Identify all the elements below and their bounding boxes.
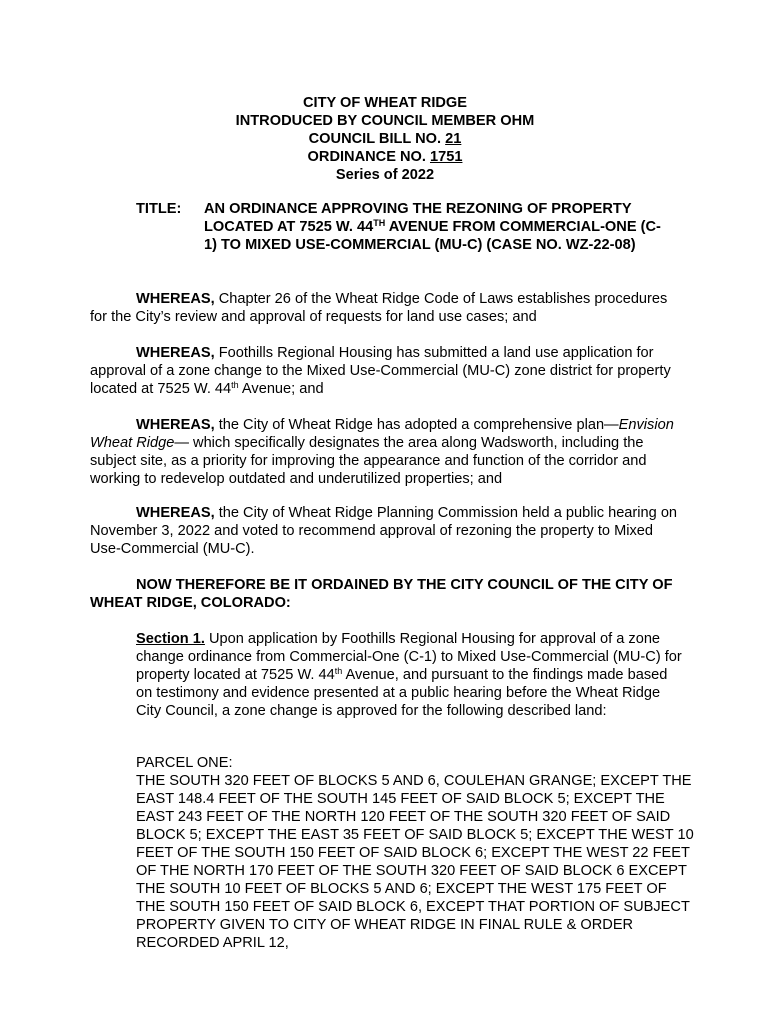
plan-name: Envision Wheat Ridge [90,417,674,451]
document-header [0,94,770,184]
ordinance-prefix: ORDINANCE NO. [307,149,430,165]
ordained-text: NOW THEREFORE BE IT ORDAINED BY THE CITY COUNCIL OF THE CITY OF WHEAT RIDGE, COLORADO: [90,577,673,611]
section-1 [136,630,686,720]
whereas-text: the City of Wheat Ridge has adopted a comprehensive plan— [214,417,619,433]
parcel-legal-text: THE SOUTH 320 FEET OF BLOCKS 5 AND 6, COULEHAN GRANGE; EXCEPT THE EAST 148.4 FEET OF THE SOUTH 145 FEET OF SAID BLOCK 5; EXCEPT THE EAST 243 FEET OF THE NORTH 120 FEET OF THE SOUTH 320 FEET OF SAID BLOCK 5; EXCEPT THE EAST 35 FEET OF SAID BLOCK 5; EXCEPT THE WEST 10 FEET OF THE SOUTH 150 FEET OF SAID BLOCK 6; EXCEPT THE WEST 22 FEET OF THE NORTH 170 FEET OF THE SOUTH 320 FEET OF SAID BLOCK 6 EXCEPT THE SOUTH 10 FEET OF BLOCKS 5 AND 6; EXCEPT THE WEST 175 FEET OF THE SOUTH 150 FEET OF SAID BLOCK 6, EXCEPT THAT PORTION OF SUBJECT PROPERTY GIVEN TO CITY OF WHEAT RIDGE IN FINAL RULE & ORDER RECORDED APRIL 12, [136,773,694,951]
title-text-part2: AVENUE FROM COMMERCIAL-ONE (C-1) TO MIXED USE-COMMERCIAL (MU-C) (CASE NO. WZ-22-08) [204,219,661,253]
whereas-text: the City of Wheat Ridge Planning Commission held a public hearing on November 3, 2022 and voted to recommend approval of rezoning the property to Mixed Use-Commercial (MU-C). [90,505,678,557]
council-bill-number: 21 [445,131,462,147]
whereas-text-rest: Avenue; and [238,381,324,397]
ordained-clause [90,576,680,612]
whereas-text: Chapter 26 of the Wheat Ridge Code of Laws establishes procedures for the City’s review and approval of requests for land use cases; and [90,291,668,325]
whereas-paragraph-4 [90,504,680,558]
whereas-paragraph-2 [90,344,680,398]
parcel-heading: PARCEL ONE: [136,755,233,771]
whereas-lead: WHEREAS, [136,417,215,433]
title-superscript: TH [373,218,386,228]
whereas-lead: WHEREAS, [136,505,215,521]
section-1-text-rest: Avenue, and pursuant to the findings made based on testimony and evidence presented at a public hearing before the Wheat Ridge City Council, a zone change is approved for the following described land: [136,667,668,719]
title-label: TITLE: [136,201,182,217]
title-text [204,200,666,254]
whereas-text: Foothills Regional Housing has submitted a land use application for approval of a zone change to the Mixed Use-Commercial (MU-C) zone district for property located at 7525 W. 44 [90,345,671,397]
city-name: CITY OF WHEAT RIDGE [302,95,468,111]
section-1-label: Section 1. [136,631,205,647]
whereas-text-rest: — which specifically designates the area along Wadsworth, including the subject site, as a priority for improving the appearance and function of the corridor and working to redevelop outdated and underutilized properties; and [90,435,647,487]
ordinance-number: 1751 [429,149,463,165]
section-1-superscript: th [334,666,343,676]
ordinance-line [0,148,770,166]
council-bill-prefix: COUNCIL BILL NO. [308,131,446,147]
title-text-part1: AN ORDINANCE APPROVING THE REZONING OF PROPERTY LOCATED AT 7525 W. 44 [204,201,632,235]
section-1-text: Upon application by Foothills Regional Housing for approval of a zone change ordinance from Commercial-One (C-1) to Mixed Use-Commercial (MU-C) for property located at 7525 W. 44 [136,631,682,683]
whereas-paragraph-3 [90,416,680,488]
parcel-description [136,754,696,952]
whereas-superscript: th [231,380,239,390]
whereas-lead: WHEREAS, [136,345,215,361]
council-bill-line [0,130,770,148]
whereas-paragraph-1 [90,290,680,326]
introduced-by: INTRODUCED BY COUNCIL MEMBER OHM [235,113,535,129]
whereas-lead: WHEREAS, [136,291,215,307]
series-line: Series of 2022 [335,167,435,183]
